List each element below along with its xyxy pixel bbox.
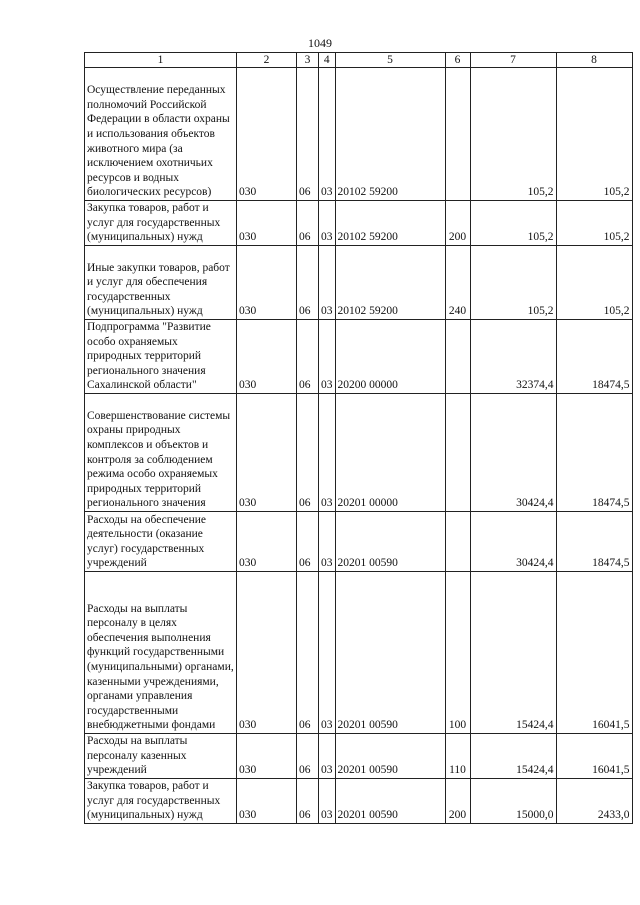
admin-code: 030 [237, 201, 297, 246]
table-row [85, 512, 633, 572]
amount-col-7: 30424,4 [470, 394, 556, 512]
row-name: Расходы на выплаты персоналу казенных учреждений [85, 734, 237, 779]
table-row [85, 320, 633, 394]
expense-type-code: 240 [445, 246, 470, 320]
amount-col-7: 15000,0 [470, 779, 556, 824]
section-code: 06 [297, 512, 319, 572]
subsection-code: 03 [319, 394, 336, 512]
subsection-code: 03 [319, 779, 336, 824]
amount-col-7: 15424,4 [470, 734, 556, 779]
column-header-7: 7 [470, 53, 556, 68]
admin-code: 030 [237, 572, 297, 734]
expense-type-code: 110 [445, 734, 470, 779]
target-article-code: 20201 00590 [335, 512, 445, 572]
row-name: Закупка товаров, работ и услуг для государственных (муниципальных) нужд [85, 201, 237, 246]
expense-type-code [445, 394, 470, 512]
target-article-code: 20201 00590 [335, 572, 445, 734]
row-name: Закупка товаров, работ и услуг для государственных (муниципальных) нужд [85, 779, 237, 824]
section-code: 06 [297, 68, 319, 201]
column-header-2: 2 [237, 53, 297, 68]
amount-col-7: 105,2 [470, 201, 556, 246]
target-article-code: 20102 59200 [335, 246, 445, 320]
header-row [85, 53, 633, 68]
row-name: Расходы на обеспечение деятельности (оказание услуг) государственных учреждений [85, 512, 237, 572]
target-article-code: 20201 00000 [335, 394, 445, 512]
admin-code: 030 [237, 394, 297, 512]
admin-code: 030 [237, 779, 297, 824]
budget-table [84, 52, 633, 824]
table-header [85, 53, 633, 68]
expense-type-code [445, 320, 470, 394]
expense-type-code [445, 512, 470, 572]
row-name: Осуществление переданных полномочий Российской Федерации в области охраны и использования объектов животного мира (за исключением охотничьих ресурсов и водных биологических ресурсов) [85, 68, 237, 201]
amount-col-7: 15424,4 [470, 572, 556, 734]
amount-col-8: 105,2 [556, 246, 632, 320]
subsection-code: 03 [319, 201, 336, 246]
amount-col-8: 2433,0 [556, 779, 632, 824]
section-code: 06 [297, 572, 319, 734]
table-row [85, 246, 633, 320]
subsection-code: 03 [319, 320, 336, 394]
target-article-code: 20201 00590 [335, 734, 445, 779]
admin-code: 030 [237, 246, 297, 320]
amount-col-8: 16041,5 [556, 734, 632, 779]
column-header-1: 1 [85, 53, 237, 68]
row-name: Совершенствование системы охраны природных комплексов и объектов и контроля за соблюдением режима особо охраняемых природных территорий регионального значения [85, 394, 237, 512]
table-body [85, 68, 633, 824]
column-header-3: 3 [297, 53, 319, 68]
table-row [85, 572, 633, 734]
target-article-code: 20200 00000 [335, 320, 445, 394]
admin-code: 030 [237, 320, 297, 394]
amount-col-7: 30424,4 [470, 512, 556, 572]
expense-type-code: 200 [445, 201, 470, 246]
column-header-5: 5 [335, 53, 445, 68]
column-header-4: 4 [319, 53, 336, 68]
row-name: Расходы на выплаты персоналу в целях обеспечения выполнения функций государственными (муниципальными) органами, казенными учреждениями, органами управления государственными внебюджетными фондами [85, 572, 237, 734]
section-code: 06 [297, 734, 319, 779]
admin-code: 030 [237, 512, 297, 572]
table-row [85, 201, 633, 246]
subsection-code: 03 [319, 572, 336, 734]
section-code: 06 [297, 394, 319, 512]
subsection-code: 03 [319, 246, 336, 320]
subsection-code: 03 [319, 68, 336, 201]
amount-col-8: 105,2 [556, 68, 632, 201]
column-header-8: 8 [556, 53, 632, 68]
table-row [85, 68, 633, 201]
amount-col-7: 32374,4 [470, 320, 556, 394]
amount-col-8: 18474,5 [556, 320, 632, 394]
expense-type-code: 200 [445, 779, 470, 824]
section-code: 06 [297, 779, 319, 824]
column-header-6: 6 [445, 53, 470, 68]
row-name: Подпрограмма "Развитие особо охраняемых природных территорий регионального значения Сахалинской области" [85, 320, 237, 394]
amount-col-8: 18474,5 [556, 512, 632, 572]
amount-col-8: 18474,5 [556, 394, 632, 512]
amount-col-8: 16041,5 [556, 572, 632, 734]
table-row [85, 734, 633, 779]
expense-type-code: 100 [445, 572, 470, 734]
admin-code: 030 [237, 734, 297, 779]
admin-code: 030 [237, 68, 297, 201]
section-code: 06 [297, 320, 319, 394]
subsection-code: 03 [319, 512, 336, 572]
expense-type-code [445, 68, 470, 201]
section-code: 06 [297, 201, 319, 246]
row-name: Иные закупки товаров, работ и услуг для обеспечения государственных (муниципальных) нужд [85, 246, 237, 320]
target-article-code: 20201 00590 [335, 779, 445, 824]
section-code: 06 [297, 246, 319, 320]
subsection-code: 03 [319, 734, 336, 779]
target-article-code: 20102 59200 [335, 68, 445, 201]
amount-col-7: 105,2 [470, 68, 556, 201]
page-number: 1049 [308, 36, 332, 50]
table-row [85, 779, 633, 824]
amount-col-8: 105,2 [556, 201, 632, 246]
amount-col-7: 105,2 [470, 246, 556, 320]
target-article-code: 20102 59200 [335, 201, 445, 246]
table-row [85, 394, 633, 512]
